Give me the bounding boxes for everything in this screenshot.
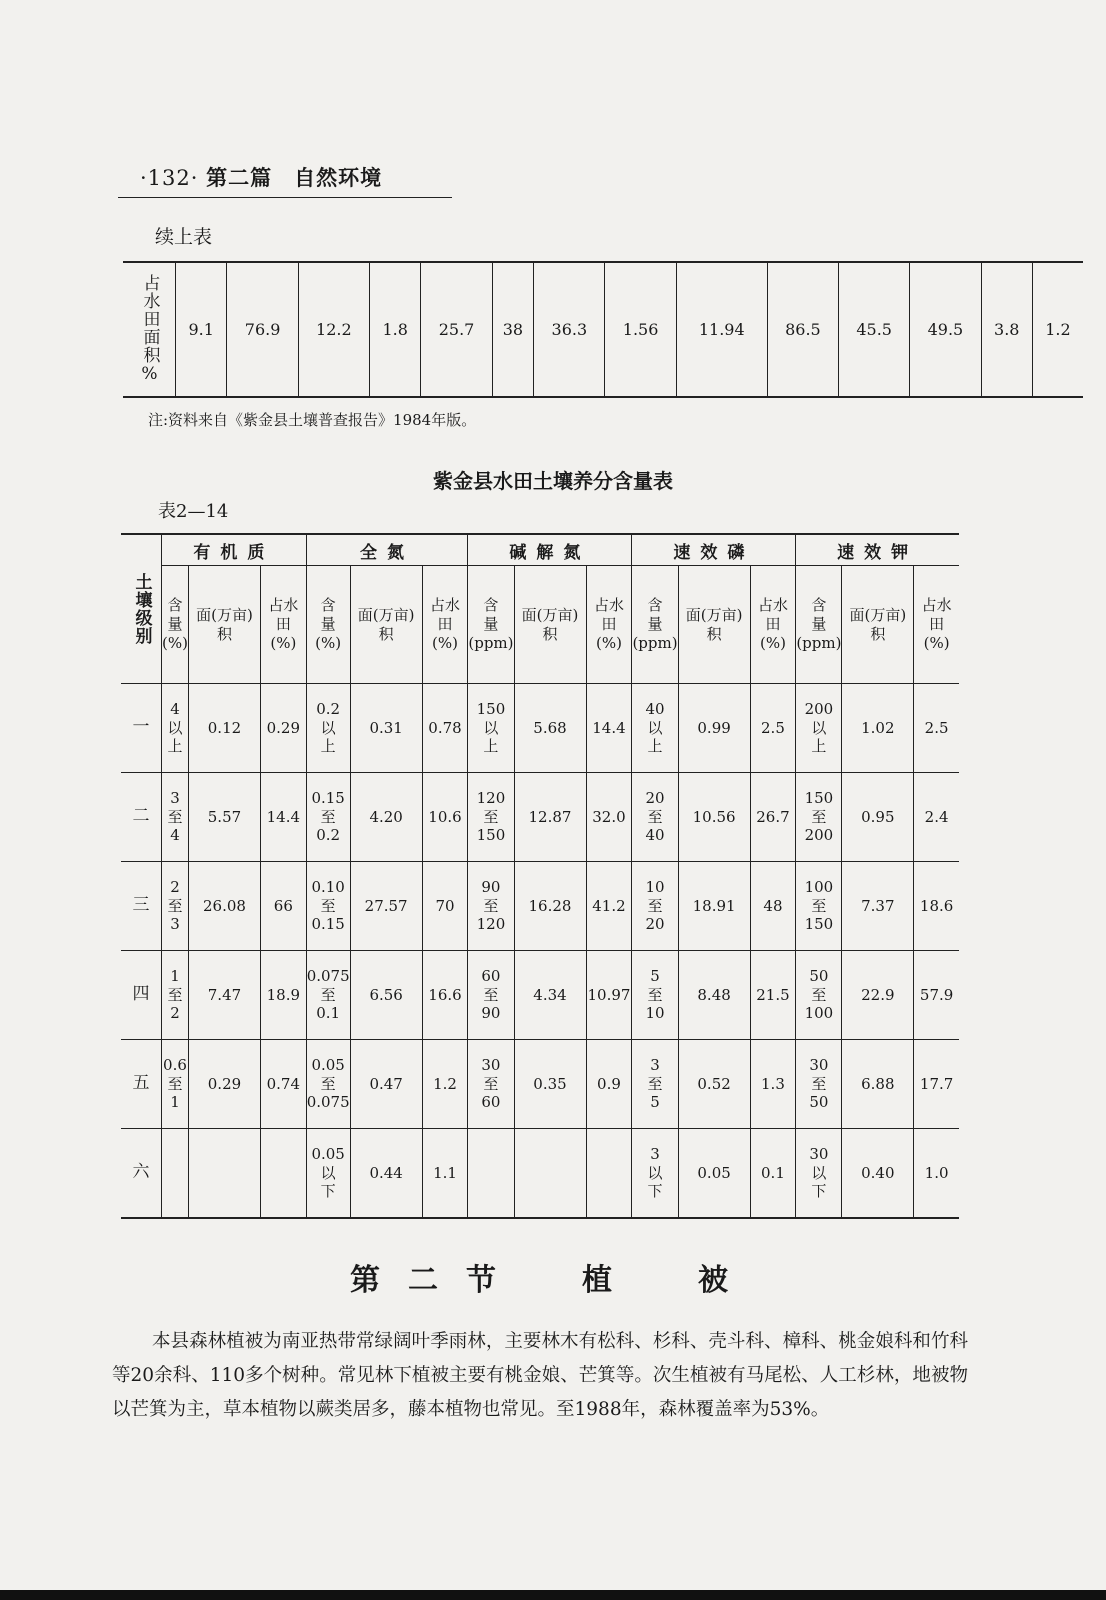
cell-line: 5 xyxy=(650,966,660,985)
value-cell: 1.8 xyxy=(369,262,420,397)
cell-line: 120 xyxy=(476,788,506,807)
cell-line: 60 xyxy=(481,966,501,985)
cell-line: 至 xyxy=(483,1074,499,1093)
sub-header xyxy=(162,566,189,684)
data-cell xyxy=(188,1129,260,1219)
cell-line: 至 xyxy=(647,807,663,826)
data-cell: 2.5 xyxy=(750,684,796,773)
group-header: 碱解氮 xyxy=(468,534,632,566)
cell-line: 150 xyxy=(804,788,834,807)
row-header-cell xyxy=(121,534,162,684)
cell-line: 10 xyxy=(645,1004,665,1023)
cell-line: 下 xyxy=(320,1182,336,1201)
value-cell: 38 xyxy=(492,262,534,397)
value-cell: 3.8 xyxy=(981,262,1032,397)
cell-line: 4 xyxy=(170,699,180,718)
data-cell: 0.29 xyxy=(188,1040,260,1129)
data-cell: 7.37 xyxy=(842,862,914,951)
data-cell xyxy=(796,1129,842,1219)
sub-header-line: 占水田 xyxy=(921,596,952,634)
cell-line: 150 xyxy=(476,826,506,845)
cell-line: 90 xyxy=(481,1004,501,1023)
data-cell: 0.1 xyxy=(750,1129,796,1219)
level-cell: 三 xyxy=(121,862,162,951)
cell-line: 至 xyxy=(483,807,499,826)
cell-line: 0.2 xyxy=(316,826,341,845)
sub-header-line: 面(万亩)积 xyxy=(521,605,579,643)
group-header: 速效钾 xyxy=(796,534,959,566)
data-cell xyxy=(632,951,678,1040)
cell-line: 至 xyxy=(811,807,827,826)
data-cell: 0.44 xyxy=(350,1129,422,1219)
data-cell: 22.9 xyxy=(842,951,914,1040)
cell-line: 下 xyxy=(647,1182,663,1201)
sub-header xyxy=(586,566,632,684)
cell-line: 0.05 xyxy=(311,1055,345,1074)
data-cell xyxy=(468,773,514,862)
sub-header-line: 量 xyxy=(320,615,336,634)
sub-header-line: 占水田 xyxy=(757,596,788,634)
page-number: ·132· xyxy=(140,166,199,190)
sub-header-line: (ppm) xyxy=(632,633,678,652)
cell-line: 以 xyxy=(811,718,827,737)
row-label-cell xyxy=(123,262,176,397)
nutrient-table xyxy=(121,533,959,1219)
data-cell xyxy=(162,773,189,862)
sub-header xyxy=(632,566,678,684)
level-cell: 二 xyxy=(121,773,162,862)
value-cell: 76.9 xyxy=(227,262,298,397)
data-cell: 57.9 xyxy=(914,951,959,1040)
cell-line: 至 xyxy=(320,807,336,826)
data-cell xyxy=(632,773,678,862)
data-cell: 5.57 xyxy=(188,773,260,862)
cell-line: 2 xyxy=(170,877,180,896)
data-cell: 17.7 xyxy=(914,1040,959,1129)
cell-line: 10 xyxy=(645,877,665,896)
data-cell: 0.52 xyxy=(678,1040,750,1129)
cell-line: 200 xyxy=(804,699,834,718)
level-cell: 六 xyxy=(121,1129,162,1219)
sub-header-line: (%) xyxy=(162,633,188,652)
cell-line: 以 xyxy=(320,1163,336,1182)
value-cell: 9.1 xyxy=(176,262,227,397)
data-cell: 0.12 xyxy=(188,684,260,773)
data-cell: 16.28 xyxy=(514,862,586,951)
cell-line: 至 xyxy=(320,896,336,915)
cell-line: 上 xyxy=(811,737,827,756)
table-title: 紫金县水田土壤养分含量表 xyxy=(433,469,673,493)
continued-table xyxy=(123,261,1083,398)
cell-line: 至 xyxy=(811,896,827,915)
cell-line: 200 xyxy=(804,826,834,845)
sub-header-line: (%) xyxy=(759,633,786,652)
data-cell: 18.6 xyxy=(914,862,959,951)
data-cell xyxy=(514,1129,586,1219)
data-cell: 0.40 xyxy=(842,1129,914,1219)
data-cell: 4.20 xyxy=(350,773,422,862)
sub-header xyxy=(306,566,350,684)
data-cell: 7.47 xyxy=(188,951,260,1040)
data-cell: 26.7 xyxy=(750,773,796,862)
data-cell: 5.68 xyxy=(514,684,586,773)
data-cell: 4.34 xyxy=(514,951,586,1040)
section-title: 第二节 植 被 xyxy=(350,1263,756,1298)
table-row xyxy=(121,1040,959,1129)
data-cell xyxy=(796,773,842,862)
cell-line: 30 xyxy=(809,1055,829,1074)
sub-header-line: 面(万亩)积 xyxy=(685,605,743,643)
cell-line: 0.2 xyxy=(316,699,341,718)
sub-header-line: 含 xyxy=(320,596,336,615)
sub-header-line: 量 xyxy=(647,615,663,634)
cell-line: 至 xyxy=(167,807,183,826)
cell-line: 至 xyxy=(647,1074,663,1093)
cell-line: 至 xyxy=(483,896,499,915)
data-cell: 1.1 xyxy=(422,1129,468,1219)
level-cell: 一 xyxy=(121,684,162,773)
data-cell: 8.48 xyxy=(678,951,750,1040)
sub-header-line: (%) xyxy=(270,633,297,652)
data-cell xyxy=(632,1129,678,1219)
data-cell: 41.2 xyxy=(586,862,632,951)
value-cell: 1.2 xyxy=(1032,262,1083,397)
data-cell: 2.5 xyxy=(914,684,959,773)
data-cell xyxy=(468,1129,514,1219)
cell-line: 至 xyxy=(811,1074,827,1093)
cell-line: 至 xyxy=(167,896,183,915)
sub-header-line: 量 xyxy=(167,615,183,634)
table-row xyxy=(121,684,959,773)
cell-line: 至 xyxy=(167,985,183,1004)
chapter-title: 第二篇 自然环境 xyxy=(206,166,383,190)
level-cell: 五 xyxy=(121,1040,162,1129)
continued-label: 续上表 xyxy=(155,226,213,248)
cell-line: 下 xyxy=(811,1182,827,1201)
sub-header-line: 占水田 xyxy=(268,596,299,634)
data-cell: 0.35 xyxy=(514,1040,586,1129)
cell-line: 至 xyxy=(320,1074,336,1093)
data-cell xyxy=(468,862,514,951)
cell-line: 上 xyxy=(167,737,183,756)
data-cell xyxy=(162,951,189,1040)
cell-line: 1 xyxy=(170,966,180,985)
sub-header-line: 面(万亩)积 xyxy=(357,605,415,643)
sub-header-line: (%) xyxy=(595,633,622,652)
sub-header xyxy=(350,566,422,684)
data-cell: 27.57 xyxy=(350,862,422,951)
sub-header-line: (%) xyxy=(432,633,458,652)
sub-header-line: (ppm) xyxy=(468,633,514,652)
data-cell xyxy=(796,862,842,951)
value-cell: 36.3 xyxy=(534,262,605,397)
data-cell: 10.56 xyxy=(678,773,750,862)
cell-line: 60 xyxy=(481,1093,501,1112)
cell-line: 1 xyxy=(170,1093,180,1112)
level-cell: 四 xyxy=(121,951,162,1040)
cell-line: 20 xyxy=(645,788,665,807)
cell-line: 150 xyxy=(476,699,506,718)
cell-line: 3 xyxy=(170,788,180,807)
data-cell xyxy=(586,1129,632,1219)
cell-line: 100 xyxy=(804,877,834,896)
data-cell: 21.5 xyxy=(750,951,796,1040)
cell-line: 50 xyxy=(809,966,829,985)
value-cell: 1.56 xyxy=(605,262,676,397)
cell-line: 上 xyxy=(647,737,663,756)
data-cell xyxy=(796,1040,842,1129)
table-row xyxy=(121,951,959,1040)
cell-line: 3 xyxy=(170,915,180,934)
header-rule xyxy=(118,197,452,198)
data-cell xyxy=(468,951,514,1040)
group-header: 有机质 xyxy=(162,534,307,566)
cell-line: 以 xyxy=(320,718,336,737)
data-cell xyxy=(306,862,350,951)
data-cell xyxy=(306,1040,350,1129)
group-header: 速效磷 xyxy=(632,534,796,566)
data-cell xyxy=(162,1040,189,1129)
data-cell: 1.0 xyxy=(914,1129,959,1219)
cell-line: 0.15 xyxy=(311,788,345,807)
cell-line: 5 xyxy=(650,1093,660,1112)
data-cell: 32.0 xyxy=(586,773,632,862)
cell-line: 90 xyxy=(481,877,501,896)
data-cell xyxy=(468,1040,514,1129)
cell-line: 120 xyxy=(476,915,506,934)
source-note: 注:资料来自《紫金县土壤普查报告》1984年版。 xyxy=(148,411,477,429)
data-cell: 0.31 xyxy=(350,684,422,773)
value-cell: 11.94 xyxy=(676,262,767,397)
cell-line: 至 xyxy=(647,985,663,1004)
sub-header xyxy=(514,566,586,684)
row-label: 占水田面积% xyxy=(139,274,160,385)
data-cell: 10.6 xyxy=(422,773,468,862)
data-cell xyxy=(306,951,350,1040)
data-cell: 14.4 xyxy=(586,684,632,773)
sub-header-line: (%) xyxy=(315,633,342,652)
data-cell: 26.08 xyxy=(188,862,260,951)
cell-line: 至 xyxy=(483,985,499,1004)
sub-header xyxy=(678,566,750,684)
cell-line: 30 xyxy=(481,1055,501,1074)
data-cell: 0.95 xyxy=(842,773,914,862)
sub-header-line: 含 xyxy=(811,596,827,615)
data-cell xyxy=(632,1040,678,1129)
data-cell: 14.4 xyxy=(260,773,306,862)
cell-line: 3 xyxy=(650,1055,660,1074)
cell-line: 0.15 xyxy=(311,915,345,934)
cell-line: 30 xyxy=(809,1144,829,1163)
sub-header-line: 占水田 xyxy=(593,596,624,634)
sub-header-line: 含 xyxy=(647,596,663,615)
sub-header-line: (%) xyxy=(923,633,950,652)
data-cell: 70 xyxy=(422,862,468,951)
sub-header xyxy=(796,566,842,684)
cell-line: 40 xyxy=(645,699,665,718)
sub-header-line: 面(万亩)积 xyxy=(849,605,907,643)
data-cell xyxy=(260,1129,306,1219)
sub-header-line: 含 xyxy=(483,596,499,615)
sub-header-line: (ppm) xyxy=(796,633,842,652)
cell-line: 100 xyxy=(804,1004,834,1023)
value-cell: 25.7 xyxy=(421,262,492,397)
cell-line: 2 xyxy=(170,1004,180,1023)
cell-line: 以 xyxy=(647,718,663,737)
data-cell xyxy=(632,684,678,773)
data-cell xyxy=(306,684,350,773)
data-cell: 0.99 xyxy=(678,684,750,773)
body-paragraph: 本县森林植被为南亚热带常绿阔叶季雨林，主要林木有松科、杉科、壳斗科、樟科、桃金娘科和竹科等20余科、110多个树种。常见林下植被主要有桃金娘、芒箕等。次生植被有马尾松、人工杉林，地被物以芒箕为主，草本植物以蕨类居多，藤本植物也常见。至1988年，森林覆盖率为53%。 xyxy=(112,1331,968,1420)
data-cell: 1.2 xyxy=(422,1040,468,1129)
data-cell xyxy=(162,684,189,773)
cell-line: 以 xyxy=(483,718,499,737)
page-header xyxy=(140,162,382,192)
value-cell: 49.5 xyxy=(910,262,981,397)
data-cell: 18.9 xyxy=(260,951,306,1040)
value-cell: 86.5 xyxy=(767,262,838,397)
data-cell xyxy=(632,862,678,951)
data-cell: 66 xyxy=(260,862,306,951)
data-cell: 1.02 xyxy=(842,684,914,773)
cell-line: 以 xyxy=(647,1163,663,1182)
data-cell: 6.88 xyxy=(842,1040,914,1129)
cell-line: 3 xyxy=(650,1144,660,1163)
data-cell xyxy=(796,684,842,773)
data-cell: 48 xyxy=(750,862,796,951)
data-cell: 0.74 xyxy=(260,1040,306,1129)
data-cell: 10.97 xyxy=(586,951,632,1040)
data-cell xyxy=(306,773,350,862)
table-row xyxy=(121,1129,959,1219)
row-header: 土壤级别 xyxy=(131,573,152,645)
sub-header xyxy=(468,566,514,684)
cell-line: 0.075 xyxy=(306,966,350,985)
cell-line: 150 xyxy=(804,915,834,934)
sub-header xyxy=(842,566,914,684)
cell-line: 40 xyxy=(645,826,665,845)
data-cell: 0.47 xyxy=(350,1040,422,1129)
value-cell: 45.5 xyxy=(839,262,910,397)
cell-line: 上 xyxy=(320,737,336,756)
cell-line: 至 xyxy=(647,896,663,915)
data-cell xyxy=(468,684,514,773)
data-cell: 1.3 xyxy=(750,1040,796,1129)
sub-header-line: 量 xyxy=(483,615,499,634)
data-cell: 2.4 xyxy=(914,773,959,862)
data-cell: 0.78 xyxy=(422,684,468,773)
cell-line: 0.10 xyxy=(311,877,345,896)
data-cell xyxy=(162,1129,189,1219)
table-number: 表2—14 xyxy=(158,501,229,522)
sub-header-line: 面(万亩)积 xyxy=(196,605,253,643)
cell-line: 50 xyxy=(809,1093,829,1112)
cell-line: 0.6 xyxy=(163,1055,187,1074)
data-cell: 12.87 xyxy=(514,773,586,862)
cell-line: 4 xyxy=(170,826,180,845)
sub-header xyxy=(914,566,959,684)
group-header: 全氮 xyxy=(306,534,468,566)
scan-edge xyxy=(0,1590,1106,1600)
data-cell: 6.56 xyxy=(350,951,422,1040)
cell-line: 0.05 xyxy=(311,1144,345,1163)
cell-line: 至 xyxy=(320,985,336,1004)
table-row xyxy=(121,862,959,951)
data-cell: 18.91 xyxy=(678,862,750,951)
cell-line: 上 xyxy=(483,737,499,756)
cell-line: 以 xyxy=(811,1163,827,1182)
sub-header xyxy=(260,566,306,684)
sub-header-line: 占水田 xyxy=(429,596,460,634)
value-cell: 12.2 xyxy=(298,262,369,397)
data-cell xyxy=(162,862,189,951)
sub-header xyxy=(422,566,468,684)
data-cell: 0.05 xyxy=(678,1129,750,1219)
cell-line: 以 xyxy=(167,718,183,737)
cell-line: 至 xyxy=(167,1074,183,1093)
cell-line: 20 xyxy=(645,915,665,934)
cell-line: 0.075 xyxy=(306,1093,350,1112)
sub-header-line: 含 xyxy=(167,596,183,615)
data-cell: 16.6 xyxy=(422,951,468,1040)
sub-header xyxy=(750,566,796,684)
data-cell xyxy=(306,1129,350,1219)
sub-header xyxy=(188,566,260,684)
data-cell: 0.9 xyxy=(586,1040,632,1129)
sub-header-line: 量 xyxy=(811,615,827,634)
cell-line: 0.1 xyxy=(316,1004,341,1023)
table-row xyxy=(121,773,959,862)
data-cell: 0.29 xyxy=(260,684,306,773)
data-cell xyxy=(796,951,842,1040)
cell-line: 至 xyxy=(811,985,827,1004)
